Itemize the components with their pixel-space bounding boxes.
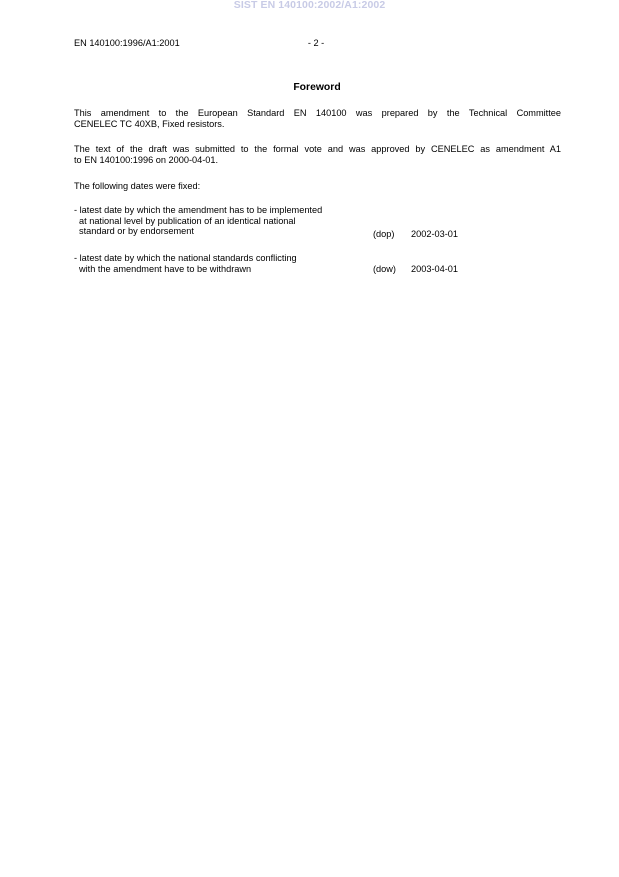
date-code-dow: (dow) [373,264,396,274]
date-item-text: standard or by endorsement [79,226,194,237]
date-item-text: - latest date by which the amendment has to be implemented [74,205,323,215]
document-identifier: EN 140100:1996/A1:2001 [74,38,180,48]
page-number: - 2 - [307,38,325,48]
watermark: SIST EN 140100:2002/A1:2002 [233,0,386,11]
paragraph-line: This amendment to the European Standard EN 140100 was prepared by the Technical Committee [74,108,561,118]
paragraph-prepared-by [74,108,561,129]
paragraph-line: The following dates were fixed: [74,181,201,191]
date-value-dop: 2002-03-01 [411,229,458,239]
date-value-dow: 2003-04-01 [411,264,458,274]
paragraph-line: to EN 140100:1996 on 2000-04-01. [74,154,219,165]
date-item-text: with the amendment have to be withdrawn [79,263,252,274]
paragraph-formal-vote [74,144,561,165]
date-item-text: at national level by publication of an identical national [79,215,296,226]
date-item-text: - latest date by which the national standards conflicting [74,253,297,263]
paragraph-line: The text of the draft was submitted to the formal vote and was approved by CENELEC as amendment A1 [74,144,561,154]
section-title: Foreword [293,82,341,93]
paragraph-dates-intro [74,181,561,192]
paragraph-line: CENELEC TC 40XB, Fixed resistors. [74,118,225,129]
date-code-dop: (dop) [373,229,395,239]
